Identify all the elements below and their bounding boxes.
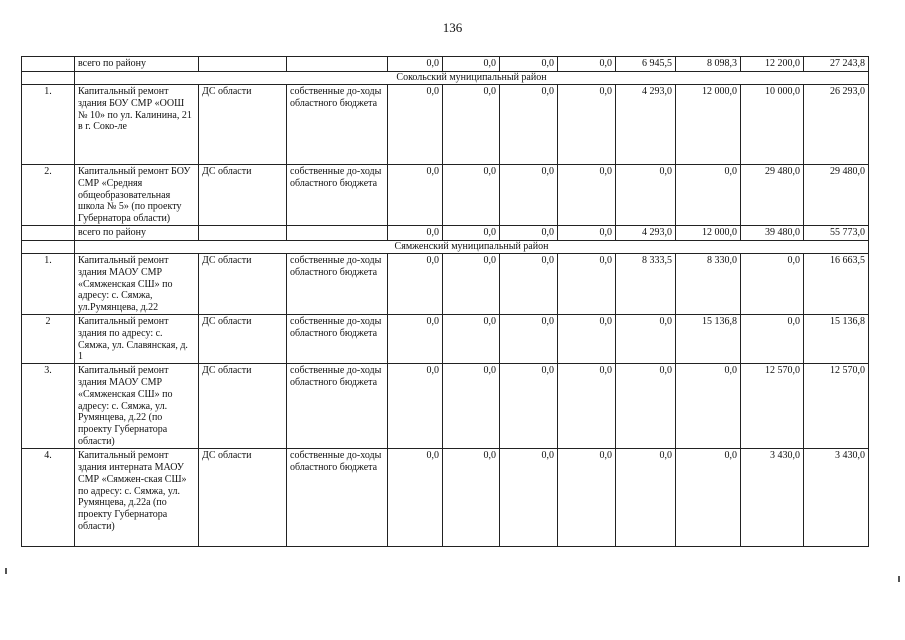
total-value-4: 0,0 <box>558 57 616 72</box>
total-value-8: 27 243,8 <box>804 57 869 72</box>
district-title: Сямженский муниципальный район <box>75 240 869 253</box>
total-value-4: 0,0 <box>558 225 616 240</box>
row-number: 4. <box>22 449 75 547</box>
total-value-5: 6 945,5 <box>616 57 676 72</box>
value-cell-4: 0,0 <box>558 364 616 449</box>
total-value-2: 0,0 <box>443 225 500 240</box>
value-cell-8: 12 570,0 <box>804 364 869 449</box>
table-row <box>22 165 869 226</box>
district-total-row <box>22 57 869 72</box>
total-value-1: 0,0 <box>388 57 443 72</box>
value-cell-3: 0,0 <box>500 449 558 547</box>
value-cell-4: 0,0 <box>558 165 616 226</box>
row-number-cell <box>22 225 75 240</box>
row-number: 1. <box>22 253 75 314</box>
source-label: ДС области <box>199 449 287 547</box>
object-name: Капитальный ремонт здания по адресу: с. Сямжа, ул. Славянская, д. 1 <box>75 314 199 363</box>
value-cell-8: 3 430,0 <box>804 449 869 547</box>
total-value-2: 0,0 <box>443 57 500 72</box>
value-cell-6: 0,0 <box>676 449 741 547</box>
value-cell-7: 0,0 <box>741 253 804 314</box>
value-cell-2: 0,0 <box>443 449 500 547</box>
total-value-7: 12 200,0 <box>741 57 804 72</box>
value-cell-2: 0,0 <box>443 314 500 363</box>
row-number-cell <box>22 57 75 72</box>
value-cell-3: 0,0 <box>500 85 558 165</box>
value-cell-1: 0,0 <box>388 85 443 165</box>
value-cell-8: 15 136,8 <box>804 314 869 363</box>
object-name: Капитальный ремонт здания МАОУ СМР «Сямженская СШ» по адресу: с. Сямжа, ул.Румянцева, д.22 <box>75 253 199 314</box>
row-number: 1. <box>22 85 75 165</box>
value-cell-8: 16 663,5 <box>804 253 869 314</box>
table-body <box>22 57 869 547</box>
object-name: Капитальный ремонт БОУ СМР «Средняя общеобразовательная школа № 5» (по проекту Губернатора области) <box>75 165 199 226</box>
total-value-8: 55 773,0 <box>804 225 869 240</box>
value-cell-7: 10 000,0 <box>741 85 804 165</box>
value-cell-6: 0,0 <box>676 165 741 226</box>
total-value-7: 39 480,0 <box>741 225 804 240</box>
value-cell-3: 0,0 <box>500 314 558 363</box>
total-value-5: 4 293,0 <box>616 225 676 240</box>
table-row <box>22 85 869 165</box>
value-cell-4: 0,0 <box>558 253 616 314</box>
value-cell-1: 0,0 <box>388 314 443 363</box>
row-number: 2. <box>22 165 75 226</box>
value-cell-5: 0,0 <box>616 314 676 363</box>
total-value-6: 8 098,3 <box>676 57 741 72</box>
value-cell-6: 15 136,8 <box>676 314 741 363</box>
scan-mark-left <box>5 568 7 574</box>
empty-cell <box>199 57 287 72</box>
empty-cell <box>287 225 388 240</box>
source-label: ДС области <box>199 85 287 165</box>
value-cell-1: 0,0 <box>388 449 443 547</box>
funding-label: собственные до-ходы областного бюджета <box>287 165 388 226</box>
value-cell-2: 0,0 <box>443 253 500 314</box>
value-cell-4: 0,0 <box>558 449 616 547</box>
value-cell-7: 12 570,0 <box>741 364 804 449</box>
source-label: ДС области <box>199 253 287 314</box>
empty-cell <box>287 57 388 72</box>
total-value-1: 0,0 <box>388 225 443 240</box>
value-cell-1: 0,0 <box>388 165 443 226</box>
table-row <box>22 314 869 363</box>
value-cell-6: 8 330,0 <box>676 253 741 314</box>
total-value-3: 0,0 <box>500 225 558 240</box>
empty-cell <box>199 225 287 240</box>
total-value-3: 0,0 <box>500 57 558 72</box>
value-cell-5: 0,0 <box>616 364 676 449</box>
value-cell-5: 8 333,5 <box>616 253 676 314</box>
value-cell-3: 0,0 <box>500 165 558 226</box>
funding-label: собственные до-ходы областного бюджета <box>287 449 388 547</box>
table-row <box>22 253 869 314</box>
funding-label: собственные до-ходы областного бюджета <box>287 364 388 449</box>
total-label: всего по району <box>75 225 199 240</box>
total-label: всего по району <box>75 57 199 72</box>
value-cell-3: 0,0 <box>500 364 558 449</box>
value-cell-3: 0,0 <box>500 253 558 314</box>
funding-label: собственные до-ходы областного бюджета <box>287 314 388 363</box>
value-cell-5: 0,0 <box>616 449 676 547</box>
value-cell-2: 0,0 <box>443 364 500 449</box>
value-cell-4: 0,0 <box>558 85 616 165</box>
object-name: Капитальный ремонт здания БОУ СМР «ООШ № 10» по ул. Калинина, 21 в г. Соко-ле <box>75 85 199 165</box>
object-name: Капитальный ремонт здания МАОУ СМР «Сямженская СШ» по адресу: с. Сямжа, ул. Румянцева, д.22 (по проекту Губернатора области) <box>75 364 199 449</box>
value-cell-5: 0,0 <box>616 165 676 226</box>
value-cell-1: 0,0 <box>388 364 443 449</box>
total-value-6: 12 000,0 <box>676 225 741 240</box>
table-row <box>22 449 869 547</box>
value-cell-8: 26 293,0 <box>804 85 869 165</box>
row-number-cell <box>22 72 75 85</box>
object-name: Капитальный ремонт здания интерната МАОУ СМР «Сямжен-ская СШ» по адресу: с. Сямжа, ул. Румянцева, д.22а (по проекту Губернатора области) <box>75 449 199 547</box>
page-number: 136 <box>442 20 463 35</box>
source-label: ДС области <box>199 364 287 449</box>
funding-label: собственные до-ходы областного бюджета <box>287 85 388 165</box>
table-row <box>22 364 869 449</box>
district-title: Сокольский муниципальный район <box>75 72 869 85</box>
value-cell-1: 0,0 <box>388 253 443 314</box>
source-label: ДС области <box>199 314 287 363</box>
district-header-row <box>22 240 869 253</box>
value-cell-7: 0,0 <box>741 314 804 363</box>
value-cell-2: 0,0 <box>443 85 500 165</box>
value-cell-6: 12 000,0 <box>676 85 741 165</box>
value-cell-5: 4 293,0 <box>616 85 676 165</box>
scan-mark-right <box>898 576 900 582</box>
value-cell-7: 3 430,0 <box>741 449 804 547</box>
district-header-row <box>22 72 869 85</box>
value-cell-7: 29 480,0 <box>741 165 804 226</box>
value-cell-2: 0,0 <box>443 165 500 226</box>
value-cell-4: 0,0 <box>558 314 616 363</box>
row-number: 2 <box>22 314 75 363</box>
row-number: 3. <box>22 364 75 449</box>
budget-table <box>21 56 869 547</box>
row-number-cell <box>22 240 75 253</box>
value-cell-8: 29 480,0 <box>804 165 869 226</box>
value-cell-6: 0,0 <box>676 364 741 449</box>
source-label: ДС области <box>199 165 287 226</box>
district-total-row <box>22 225 869 240</box>
funding-label: собственные до-ходы областного бюджета <box>287 253 388 314</box>
